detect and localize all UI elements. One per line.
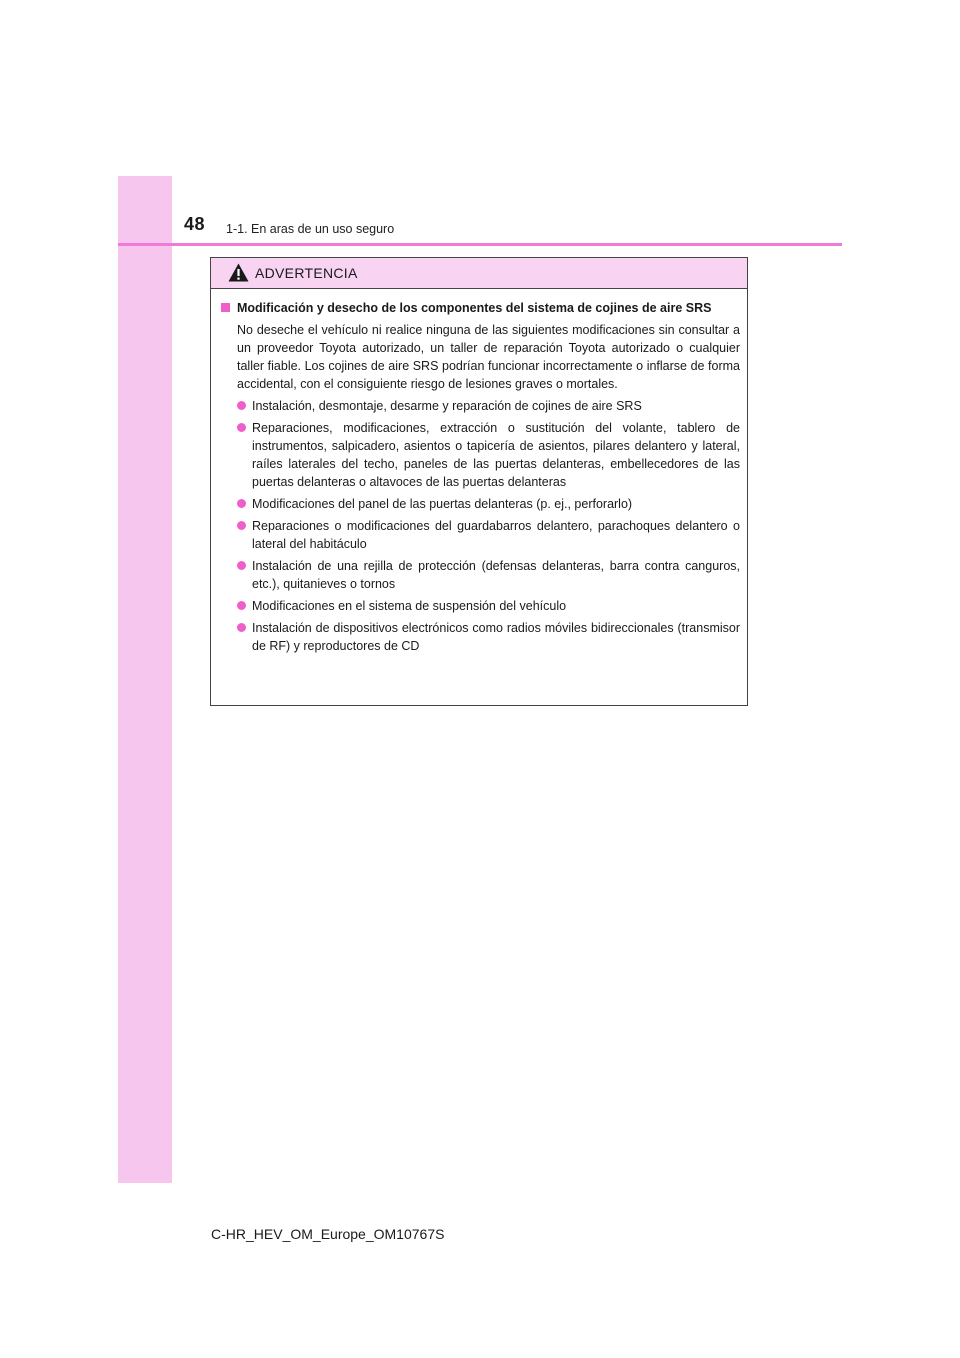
page-number: 48 [184, 214, 206, 234]
list-item-text: Modificaciones en el sistema de suspensión del vehículo [252, 599, 567, 613]
document-code: C-HR_HEV_OM_Europe_OM10767S [211, 1226, 445, 1242]
list-item [237, 419, 740, 491]
list-item [237, 597, 740, 615]
list-item-text: Modificaciones del panel de las puertas delanteras (p. ej., perforarlo) [252, 497, 633, 511]
warning-box [210, 257, 748, 706]
warning-header [211, 258, 747, 289]
list-item [237, 557, 740, 593]
list-item [237, 619, 740, 655]
list-item [237, 495, 740, 513]
section-title: 1-1. En aras de un uso seguro [226, 222, 395, 236]
warning-paragraph: No deseche el vehículo ni realice ninguna de las siguientes modificaciones sin consultar a un proveedor Toyota autorizado, un taller de reparación Toyota autorizado o cualquier taller fiable. Los cojines de aire SRS podrían funcionar incorrectamente o inflarse de forma accidental, con el consiguiente riesgo de lesiones graves o mortales. [237, 323, 740, 391]
bullet-dot-icon [237, 423, 246, 432]
bullet-dot-icon [237, 401, 246, 410]
list-item-text: Reparaciones o modificaciones del guardabarros delantero, parachoques delantero o lateral del habitáculo [252, 519, 740, 551]
list-item [237, 397, 740, 415]
side-tab-band [118, 176, 172, 1183]
warning-list [237, 397, 740, 655]
header-rule [118, 243, 842, 246]
warning-body [211, 289, 747, 655]
bullet-dot-icon [237, 561, 246, 570]
bullet-dot-icon [237, 499, 246, 508]
bullet-dot-icon [237, 601, 246, 610]
list-item-text: Reparaciones, modificaciones, extracción o sustitución del volante, tablero de instrumentos, salpicadero, asientos o tapicería de asientos, pilares delantero y lateral, raíles laterales del techo, paneles de las puertas delanteras, embellecedores de las puertas delanteras o altavoces de las puertas delanteras [252, 421, 740, 489]
warning-heading [220, 299, 740, 317]
warning-title: ADVERTENCIA [255, 265, 358, 281]
list-item-text: Instalación de una rejilla de protección (defensas delanteras, barra contra canguros, etc.), quitanieves o tornos [252, 559, 740, 591]
list-item-text: Instalación de dispositivos electrónicos como radios móviles bidireccionales (transmisor de RF) y reproductores de CD [252, 621, 740, 653]
warning-triangle-icon [228, 263, 249, 282]
list-item-text: Instalación, desmontaje, desarme y reparación de cojines de aire SRS [252, 399, 642, 413]
square-bullet-icon [221, 303, 230, 312]
list-item [237, 517, 740, 553]
bullet-dot-icon [237, 623, 246, 632]
warning-heading-text: Modificación y desecho de los componentes del sistema de cojines de aire SRS [237, 301, 712, 315]
bullet-dot-icon [237, 521, 246, 530]
